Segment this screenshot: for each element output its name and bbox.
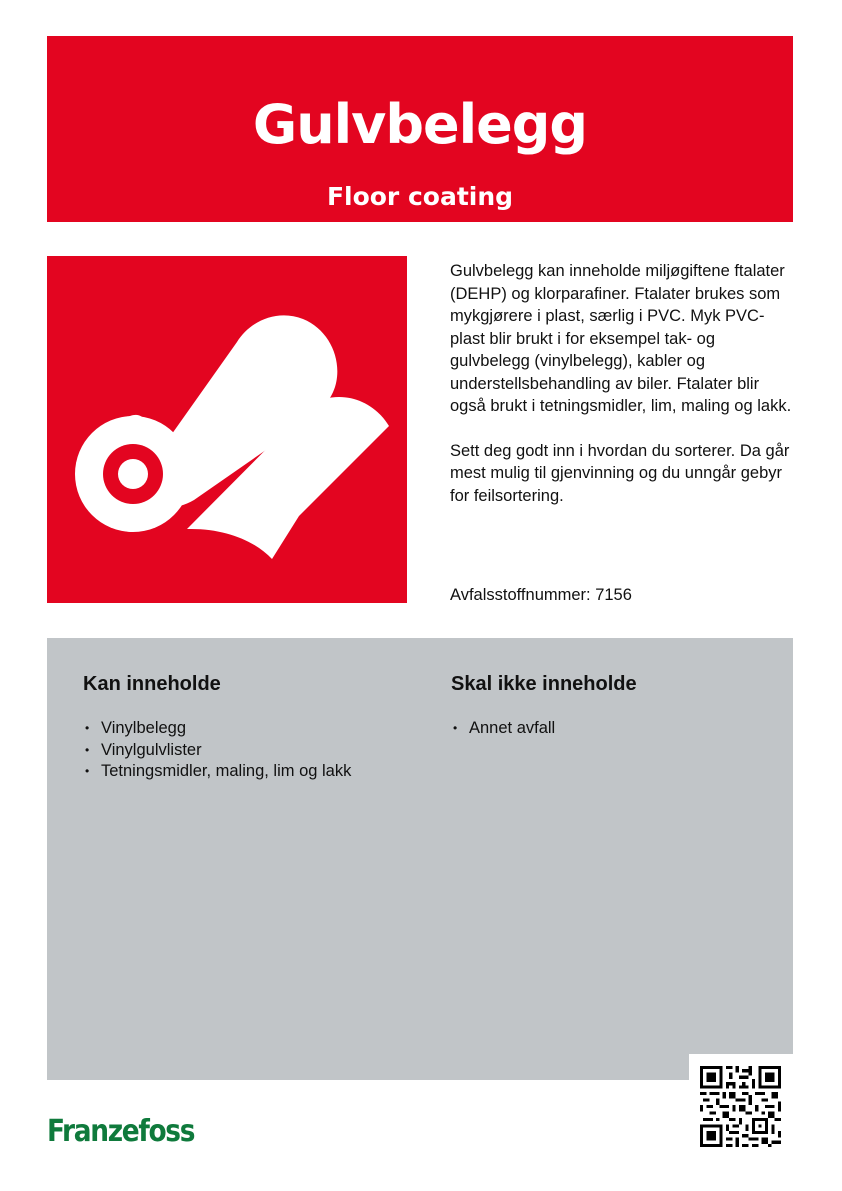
icon-box — [47, 256, 407, 603]
can-contain-column — [83, 672, 413, 783]
description-text — [450, 260, 795, 529]
qr-code-icon — [700, 1066, 781, 1147]
waste-number: Avfalsstoffnummer: 7156 — [450, 586, 632, 604]
list-item: • Annet avfall — [451, 718, 751, 740]
page-title: Gulvbelegg — [252, 93, 588, 156]
can-contain-list — [83, 718, 413, 783]
description-paragraph: Gulvbelegg kan inneholde miljøgiftene ftalater (DEHP) og klorparafiner. Ftalater brukes som mykgjørere i plast, særlig i PVC. Myk PVC-plast blir brukt i for eksempel tak- og gulvbelegg (vinylbelegg), kabler og understellsbehandling av biler. Ftalater blir også brukt i tetningsmidler, lim, maling og lakk. — [450, 262, 792, 415]
page-subtitle: Floor coating — [326, 182, 514, 211]
can-contain-heading: Kan inneholde — [83, 673, 221, 695]
floor-roll-icon — [47, 256, 407, 603]
qr-code[interactable] — [689, 1054, 793, 1158]
franzefoss-logo: Franzefoss — [47, 1114, 195, 1149]
list-item: • Vinylbelegg — [83, 718, 413, 740]
must-not-contain-heading: Skal ikke inneholde — [451, 673, 637, 695]
list-item: • Vinylgulvlister — [83, 740, 413, 762]
description-paragraph: Sett deg godt inn i hvordan du sorterer. Da går mest mulig til gjenvinning og du unngår gebyr for feilsortering. — [450, 441, 790, 505]
must-not-contain-list — [451, 718, 751, 740]
list-item: • Tetningsmidler, maling, lim og lakk — [83, 761, 413, 783]
must-not-contain-column — [451, 672, 751, 740]
contents-panel — [47, 638, 793, 1080]
header-banner — [47, 36, 793, 222]
roll-core-center — [118, 459, 148, 489]
